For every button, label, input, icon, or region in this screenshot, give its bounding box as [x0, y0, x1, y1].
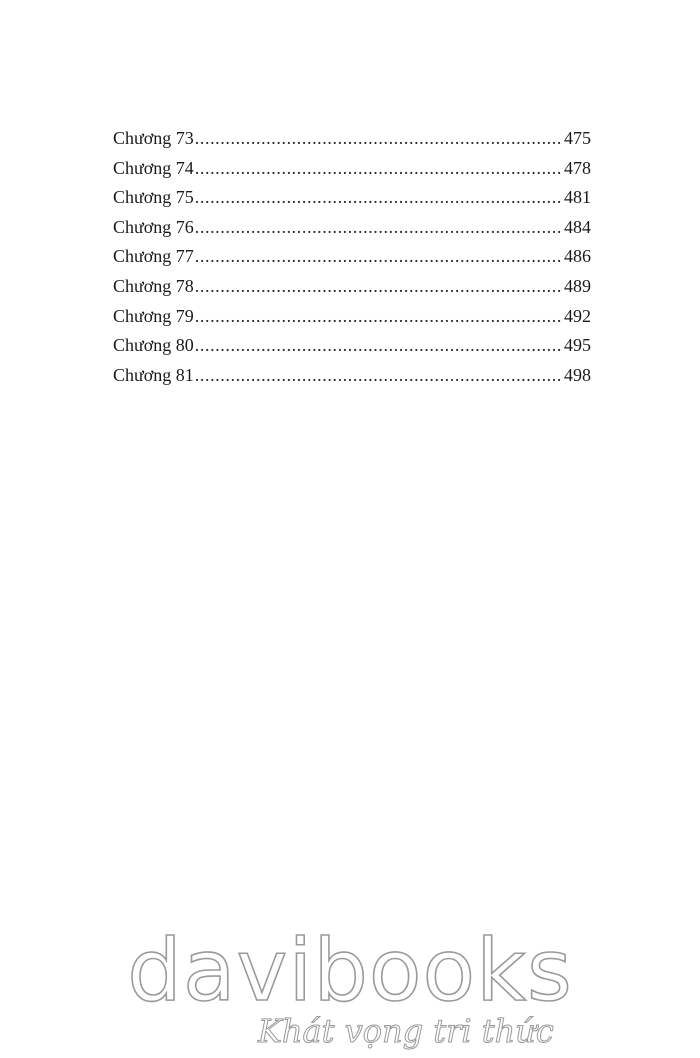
toc-dot-leader — [195, 183, 563, 213]
toc-entry-title: Chương 78 — [113, 275, 194, 296]
toc-entry-chapter-80 — [113, 331, 591, 361]
toc-dot-leader — [195, 272, 563, 302]
toc-entry-page: 486 — [564, 246, 591, 267]
toc-dot-leader — [195, 213, 563, 243]
publisher-watermark — [0, 921, 700, 1050]
toc-entry-title: Chương 79 — [113, 305, 194, 326]
toc-entry-chapter-73 — [113, 124, 591, 154]
toc-entry-page: 484 — [564, 216, 591, 237]
toc-entry-title: Chương 77 — [113, 246, 194, 267]
toc-entry-title: Chương 73 — [113, 128, 194, 148]
toc-entry-page: 498 — [564, 364, 591, 385]
toc-dot-leader — [195, 302, 563, 332]
toc-entry-title: Chương 74 — [113, 157, 194, 178]
table-of-contents — [113, 124, 591, 390]
toc-dot-leader — [195, 242, 563, 272]
toc-entry-page: 492 — [564, 305, 591, 326]
watermark-tagline: Khát vọng tri thức — [258, 1012, 554, 1050]
toc-entry-title: Chương 75 — [113, 187, 194, 208]
toc-entry-chapter-77 — [113, 242, 591, 272]
toc-entry-title: Chương 81 — [113, 364, 194, 385]
toc-entry-chapter-75 — [113, 183, 591, 213]
toc-entry-page: 495 — [564, 335, 591, 356]
toc-entry-title: Chương 80 — [113, 335, 194, 356]
watermark-logo: davibooks — [127, 921, 573, 1021]
toc-entry-page: 481 — [564, 187, 591, 208]
toc-entry-page: 475 — [564, 128, 591, 148]
toc-dot-leader — [195, 361, 563, 391]
toc-entry-page: 478 — [564, 157, 591, 178]
toc-entry-title: Chương 76 — [113, 216, 194, 237]
toc-entry-chapter-79 — [113, 302, 591, 332]
toc-dot-leader — [195, 154, 563, 184]
toc-entry-chapter-74 — [113, 154, 591, 184]
toc-entry-chapter-81 — [113, 361, 591, 391]
toc-entry-chapter-78 — [113, 272, 591, 302]
toc-entry-page: 489 — [564, 275, 591, 296]
toc-dot-leader — [195, 331, 563, 361]
toc-entry-chapter-76 — [113, 213, 591, 243]
toc-dot-leader — [195, 124, 563, 154]
